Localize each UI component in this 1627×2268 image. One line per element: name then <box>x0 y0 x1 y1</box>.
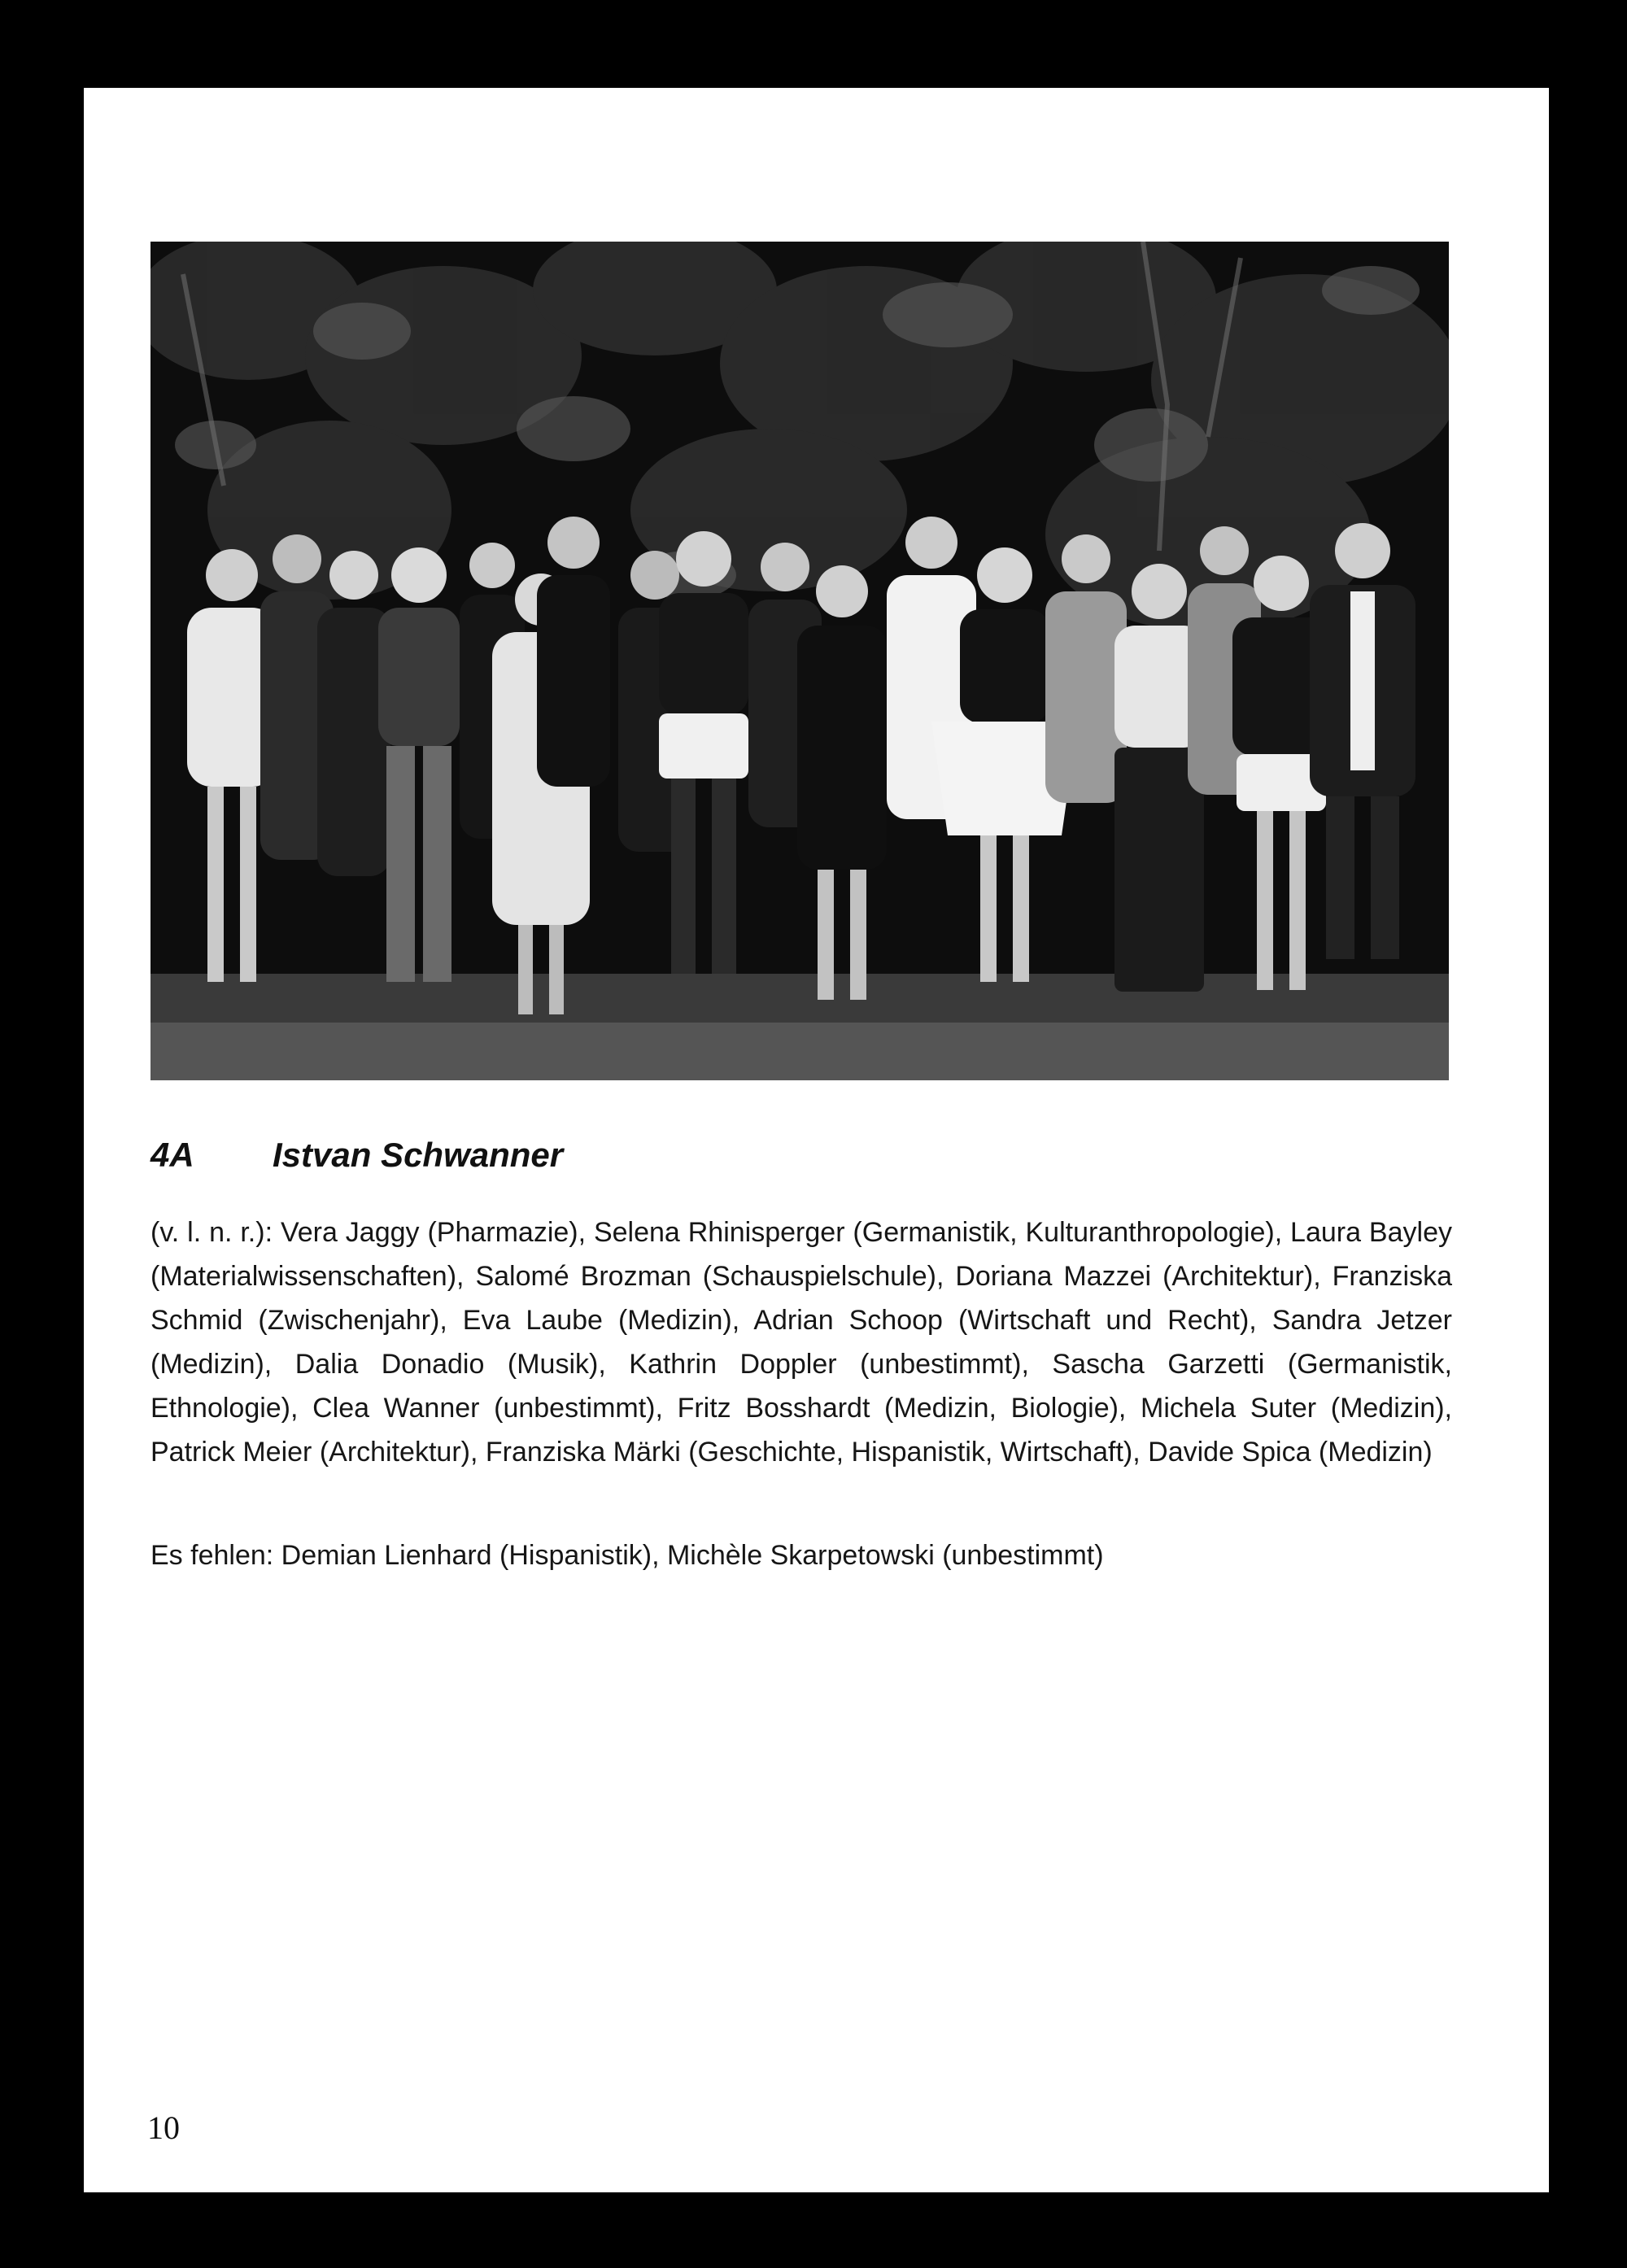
class-photo-illustration <box>150 242 1449 1080</box>
section-heading <box>150 1131 1452 1180</box>
class-photo <box>150 242 1449 1080</box>
absent-students: Es fehlen: Demian Lienhard (Hispanistik), Michèle Skarpetowski (unbestimmt) <box>150 1540 1104 1571</box>
teacher-name: Istvan Schwanner <box>273 1136 564 1174</box>
page-number: 10 <box>147 2109 180 2146</box>
class-code: 4A <box>150 1136 194 1174</box>
photo-caption: (v. l. n. r.): Vera Jaggy (Pharmazie), Selena Rhinisperger (Germanistik, Kulturanthropologie), Laura Bayley (Materialwissenschaften), Salomé Brozman (Schauspielschule), Doriana Mazzei (Architektur), Franziska Schmid (Zwischenjahr), Eva Laube (Medizin), Adrian Schoop (Wirtschaft und Recht), Sandra Jetzer (Medizin), Dalia Donadio (Musik), Kathrin Doppler (unbestimmt), Sascha Garzetti (Germanistik, Ethnologie), Clea Wanner (unbestimmt), Fritz Bosshardt (Medizin, Biologie), Michela Suter (Medizin), Patrick Meier (Architektur), Franziska Märki (Geschichte, Hispanistik, Wirtschaft), Davide Spica (Medizin) <box>150 1217 1452 1468</box>
document-page <box>84 88 1549 2192</box>
